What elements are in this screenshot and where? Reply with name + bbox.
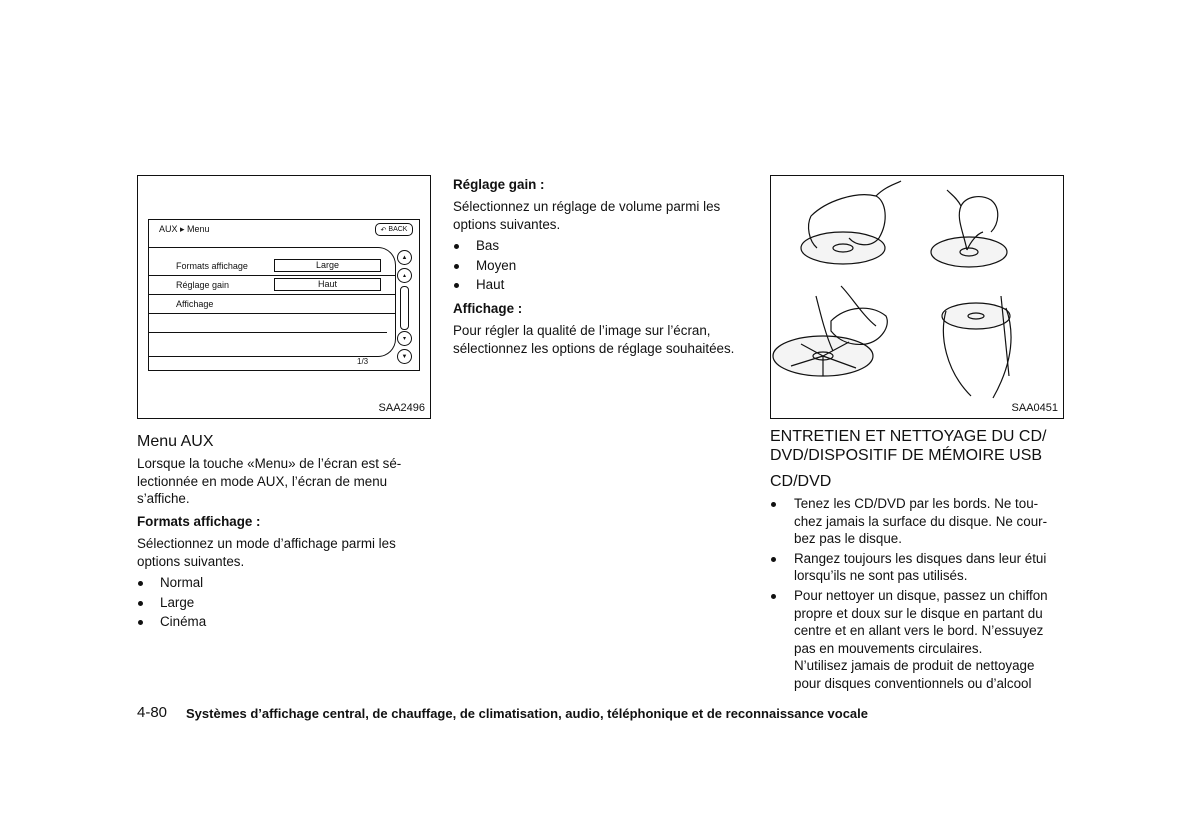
extra-paragraph [794,657,1063,692]
screen-title: AUX ▸ Menu [159,224,210,234]
scrollbar-track[interactable] [400,286,409,330]
text-line: Sélectionnez un mode d’affichage parmi les [137,536,396,551]
list-item [770,495,1063,548]
text-line: bez pas le disque. [794,531,902,547]
text-line: s’affiche. [137,491,190,507]
list-item [770,587,1063,657]
list-item: Bas [453,236,746,256]
text-line: Pour régler la qualité de l’image sur l’écran, [453,323,711,338]
back-label: BACK [388,226,408,233]
scroll-up-icon[interactable]: ▴ [397,268,412,283]
text-line: propre et doux sur le disque en partant du [794,605,1043,621]
figure-code: SAA0451 [1011,402,1058,414]
figure-cd-handling [770,175,1064,419]
affichage-heading: Affichage : [453,301,523,316]
formats-paragraph [137,535,429,570]
text-line: options suivantes. [137,553,245,569]
affichage-paragraph [453,322,746,357]
text-line: sélectionnez les options de réglage souhaitées. [453,340,735,356]
text-line: lectionnée en mode AUX, l’écran de menu [137,473,388,489]
aux-screen [148,219,420,371]
menu-row-label: Affichage [176,299,214,309]
text-line: Rangez toujours les disques dans leur étui [794,550,1047,566]
menu-row-label: Formats affichage [176,261,248,271]
menu-row-value: Haut [274,278,381,291]
figure-code: SAA2496 [378,402,425,414]
list-item: Large [137,593,429,613]
menu-row-divider [149,332,387,333]
menu-row-value: Large [274,259,381,272]
back-button[interactable] [375,223,413,236]
title-line: DVD/DISPOSITIF DE MÉMOIRE USB [770,447,1043,464]
cd-care-list [770,495,1063,659]
menu-row-label: Réglage gain [176,280,230,290]
page-down-icon[interactable]: ▼ [397,349,412,364]
menu-list [149,247,396,357]
back-arrow-icon: ↶ [380,226,387,234]
chapter-title: Systèmes d’affichage central, de chauffage, de climatisation, audio, téléphonique et de reconnaissance vocale [186,706,868,721]
page-indicator: 1/3 [357,357,369,366]
text-line: Pour nettoyer un disque, passez un chiffon [794,587,1048,603]
scroll-down-icon[interactable]: ▾ [397,331,412,346]
gain-options-list [453,236,746,295]
cd-handling-illustration [771,176,1063,418]
cloth-shape [831,308,887,344]
page-number: 4-80 [137,704,168,721]
list-item: Haut [453,275,746,295]
intro-paragraph [137,455,429,508]
menu-row-gain[interactable] [149,276,395,295]
section-heading-entretien [770,427,1070,465]
menu-row-formats[interactable] [149,257,395,276]
text-line: lorsqu’ils ne sont pas utilisés. [794,568,968,584]
disc-shape [801,232,885,264]
disc-shape [931,237,1007,267]
list-item: Normal [137,573,429,593]
gain-paragraph [453,198,746,233]
disc-shape [942,303,1010,329]
text-line: centre et en allant vers le bord. N’essuyez [794,623,1044,639]
formats-options-list [137,573,429,632]
list-item: Moyen [453,256,746,276]
title-line: ENTRETIEN ET NETTOYAGE DU CD/ [770,428,1047,445]
section-heading-menu-aux: Menu AUX [137,433,214,450]
text-line: Sélectionnez un réglage de volume parmi les [453,199,721,214]
menu-row-affichage[interactable] [149,295,395,314]
gain-heading: Réglage gain : [453,177,545,192]
page-up-icon[interactable]: ▲ [397,250,412,265]
text-line: pas en mouvements circulaires. [794,640,983,656]
text-line: N’utilisez jamais de produit de nettoyage [794,658,1035,673]
text-line: Tenez les CD/DVD par les bords. Ne tou- [794,496,1039,511]
text-line: pour disques conventionnels ou d’alcool [794,675,1032,691]
figure-aux-menu [137,175,431,419]
list-item: Cinéma [137,612,429,632]
list-item [770,550,1063,585]
text-line: options suivantes. [453,216,561,232]
formats-heading: Formats affichage : [137,514,261,529]
text-line: Lorsque la touche «Menu» de l’écran est sé- [137,456,402,471]
subsection-heading-cd-dvd: CD/DVD [770,473,832,490]
text-line: chez jamais la surface du disque. Ne cour- [794,513,1048,529]
